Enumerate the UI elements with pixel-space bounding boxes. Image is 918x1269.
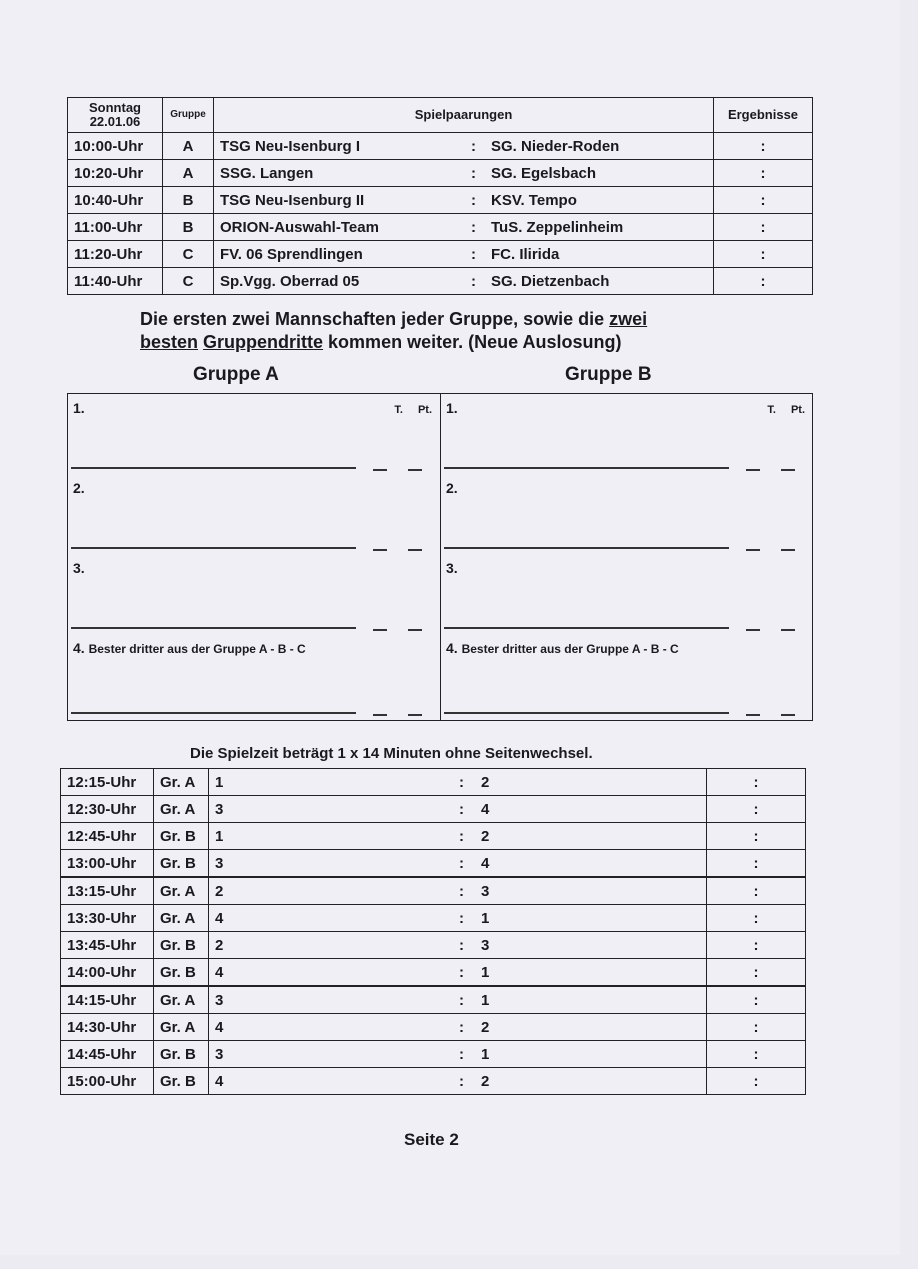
match-group: Gr. B [154, 823, 209, 850]
away-rank: 4 [481, 854, 490, 872]
rank-label: 3. [446, 560, 458, 576]
away-team: SG. Dietzenbach [491, 272, 610, 290]
away-rank: 4 [481, 800, 490, 818]
pairing-separator: : [471, 164, 476, 182]
pairing-separator: : [459, 882, 464, 900]
match-pairing [214, 268, 714, 295]
away-team: SG. Nieder-Roden [491, 137, 620, 155]
match-group: Gr. A [154, 796, 209, 823]
team-entry-line[interactable] [71, 547, 356, 549]
match-result[interactable]: : [707, 1041, 806, 1068]
team-entry-line[interactable] [71, 467, 356, 469]
home-rank: 2 [215, 936, 224, 954]
match-pairing [214, 160, 714, 187]
match-pairing [214, 214, 714, 241]
rank-label: 2. [446, 480, 458, 496]
away-rank: 3 [481, 882, 490, 900]
match-time: 12:15-Uhr [61, 769, 154, 796]
home-rank: 3 [215, 991, 224, 1009]
home-rank: 4 [215, 1018, 224, 1036]
rank-label: 1. [73, 400, 85, 416]
match-time: 14:15-Uhr [61, 986, 154, 1014]
rank-label: 3. [73, 560, 85, 576]
away-rank: 2 [481, 827, 490, 845]
table-row [61, 905, 806, 932]
table-row [61, 986, 806, 1014]
home-rank: 4 [215, 963, 224, 981]
match-pairing [214, 241, 714, 268]
home-rank: 3 [215, 854, 224, 872]
pairing-separator: : [459, 854, 464, 872]
team-entry-line[interactable] [444, 547, 729, 549]
match-pairing [214, 187, 714, 214]
match-pairing [214, 133, 714, 160]
goals-entry-line[interactable] [746, 629, 760, 631]
match-result[interactable]: : [707, 850, 806, 878]
pairing-separator: : [471, 218, 476, 236]
away-team: KSV. Tempo [491, 191, 577, 209]
match-group: B [163, 187, 214, 214]
team-entry-line[interactable] [444, 627, 729, 629]
match-pairing [209, 877, 707, 905]
match-group: Gr. A [154, 1014, 209, 1041]
group-b-standings [440, 394, 813, 720]
match-time: 11:40-Uhr [68, 268, 163, 295]
home-team: Sp.Vgg. Oberrad 05 [220, 272, 360, 290]
home-team: TSG Neu-Isenburg I [220, 137, 361, 155]
match-time: 11:00-Uhr [68, 214, 163, 241]
match-result[interactable]: : [707, 1014, 806, 1041]
match-group: C [163, 268, 214, 295]
goals-entry-line[interactable] [373, 629, 387, 631]
away-team: FC. Ilirida [491, 245, 560, 263]
away-rank: 1 [481, 963, 490, 981]
match-time: 12:30-Uhr [61, 796, 154, 823]
goals-entry-line[interactable] [373, 549, 387, 551]
match-pairing [209, 769, 707, 796]
match-result[interactable]: : [707, 932, 806, 959]
match-time: 10:40-Uhr [68, 187, 163, 214]
qualification-note: Die ersten zwei Mannschaften jeder Gruppe, sowie die zwei besten Gruppendritte kommen weiter. (Neue Auslosung) [140, 309, 648, 352]
match-group: A [163, 160, 214, 187]
match-result[interactable]: : [707, 769, 806, 796]
match-group: Gr. A [154, 769, 209, 796]
table-row [61, 1014, 806, 1041]
points-entry-line[interactable] [781, 549, 795, 551]
rank-4-label: 4. Bester dritter aus der Gruppe A - B - C [446, 640, 679, 656]
match-group: Gr. A [154, 986, 209, 1014]
table-header [68, 98, 813, 133]
home-team: TSG Neu-Isenburg II [220, 191, 365, 209]
match-group: Gr. B [154, 932, 209, 959]
goals-entry-line[interactable] [746, 714, 760, 716]
away-rank: 2 [481, 1072, 490, 1090]
home-rank: 3 [215, 1045, 224, 1063]
match-pairing [209, 932, 707, 959]
match-pairing [209, 823, 707, 850]
pairing-separator: : [471, 272, 476, 290]
match-pairing [209, 959, 707, 987]
table-row [68, 160, 813, 187]
schedule-table [67, 97, 813, 295]
pairing-separator: : [471, 191, 476, 209]
points-entry-line[interactable] [408, 469, 422, 471]
points-entry-line[interactable] [408, 629, 422, 631]
pairing-separator: : [459, 1018, 464, 1036]
away-rank: 1 [481, 909, 490, 927]
match-time: 13:15-Uhr [61, 877, 154, 905]
match-time: 13:00-Uhr [61, 850, 154, 878]
standings-box [67, 393, 813, 721]
goals-points-label: T. Pt. [767, 404, 805, 416]
team-entry-line[interactable] [71, 627, 356, 629]
match-time: 11:20-Uhr [68, 241, 163, 268]
home-rank: 3 [215, 800, 224, 818]
match-time: 12:45-Uhr [61, 823, 154, 850]
match-group: A [163, 133, 214, 160]
table-row [68, 268, 813, 295]
away-team: TuS. Zeppelinheim [491, 218, 624, 236]
points-entry-line[interactable] [408, 714, 422, 716]
match-result[interactable]: : [707, 1068, 806, 1095]
pairing-separator: : [459, 800, 464, 818]
rank-label: 1. [446, 400, 458, 416]
match-result[interactable]: : [714, 241, 813, 268]
group-b-title: Gruppe B [565, 364, 652, 385]
pairing-separator: : [459, 936, 464, 954]
goals-entry-line[interactable] [746, 469, 760, 471]
match-time: 14:00-Uhr [61, 959, 154, 987]
match-pairing [209, 1068, 707, 1095]
pairing-separator: : [459, 909, 464, 927]
match-result[interactable]: : [707, 823, 806, 850]
match-time: 14:45-Uhr [61, 1041, 154, 1068]
team-entry-line[interactable] [71, 712, 356, 714]
table-row [68, 133, 813, 160]
match-pairing [209, 1014, 707, 1041]
home-team: FV. 06 Sprendlingen [220, 245, 363, 263]
match-group: B [163, 214, 214, 241]
table-row [61, 932, 806, 959]
goals-entry-line[interactable] [373, 714, 387, 716]
table-row [61, 823, 806, 850]
group-a-standings [68, 394, 440, 720]
pairing-separator: : [459, 963, 464, 981]
match-group: Gr. B [154, 850, 209, 878]
match-group: Gr. A [154, 877, 209, 905]
match-result[interactable]: : [707, 986, 806, 1014]
match-result[interactable]: : [707, 959, 806, 987]
pairing-separator: : [459, 991, 464, 1009]
table-row [61, 1068, 806, 1095]
match-time: 13:30-Uhr [61, 905, 154, 932]
match-result[interactable]: : [714, 214, 813, 241]
points-entry-line[interactable] [781, 469, 795, 471]
home-rank: 2 [215, 882, 224, 900]
match-time: 14:30-Uhr [61, 1014, 154, 1041]
match-result[interactable]: : [707, 905, 806, 932]
match-time: 10:00-Uhr [68, 133, 163, 160]
match-time: 13:45-Uhr [61, 932, 154, 959]
match-group: Gr. B [154, 1068, 209, 1095]
home-team: SSG. Langen [220, 164, 314, 182]
pairing-separator: : [471, 245, 476, 263]
match-pairing [209, 905, 707, 932]
pairing-separator: : [471, 137, 476, 155]
match-pairing [209, 1041, 707, 1068]
table-row [68, 214, 813, 241]
playtime-note: Die Spielzeit beträgt 1 x 14 Minuten ohne Seitenwechsel. [190, 745, 593, 762]
match-group: C [163, 241, 214, 268]
team-entry-line[interactable] [444, 712, 729, 714]
match-pairing [209, 796, 707, 823]
away-rank: 2 [481, 1018, 490, 1036]
match-time: 15:00-Uhr [61, 1068, 154, 1095]
table-row [61, 959, 806, 987]
goals-points-label: T. Pt. [394, 404, 432, 416]
table-row [61, 796, 806, 823]
points-entry-line[interactable] [781, 714, 795, 716]
match-result[interactable]: : [714, 160, 813, 187]
match-result[interactable]: : [714, 268, 813, 295]
match-result[interactable]: : [714, 133, 813, 160]
points-entry-line[interactable] [781, 629, 795, 631]
table-row [61, 850, 806, 878]
match-result[interactable]: : [714, 187, 813, 214]
match-group: Gr. A [154, 905, 209, 932]
match-result[interactable]: : [707, 877, 806, 905]
table-row [68, 187, 813, 214]
table-row [61, 877, 806, 905]
page-number: Seite 2 [404, 1130, 459, 1149]
away-rank: 3 [481, 936, 490, 954]
match-result[interactable]: : [707, 796, 806, 823]
second-round-table [60, 768, 806, 1095]
results-header: Ergebnisse [714, 98, 813, 133]
group-header: Gruppe [163, 98, 214, 133]
match-group: Gr. B [154, 1041, 209, 1068]
pairing-separator: : [459, 827, 464, 845]
points-entry-line[interactable] [408, 549, 422, 551]
match-pairing [209, 986, 707, 1014]
goals-entry-line[interactable] [373, 469, 387, 471]
home-team: ORION-Auswahl-Team [220, 218, 379, 236]
away-rank: 1 [481, 1045, 490, 1063]
pairing-separator: : [459, 1045, 464, 1063]
goals-entry-line[interactable] [746, 549, 760, 551]
team-entry-line[interactable] [444, 467, 729, 469]
pairing-separator: : [459, 773, 464, 791]
table-row [61, 769, 806, 796]
pairings-header: Spielpaarungen [214, 98, 714, 133]
home-rank: 1 [215, 827, 224, 845]
table-row [61, 1041, 806, 1068]
rank-4-label: 4. Bester dritter aus der Gruppe A - B - C [73, 640, 306, 656]
home-rank: 4 [215, 909, 224, 927]
rank-label: 2. [73, 480, 85, 496]
away-team: SG. Egelsbach [491, 164, 597, 182]
match-time: 10:20-Uhr [68, 160, 163, 187]
home-rank: 4 [215, 1072, 224, 1090]
group-a-title: Gruppe A [193, 364, 279, 385]
match-pairing [209, 850, 707, 878]
match-group: Gr. B [154, 959, 209, 987]
date-header: 22.01.06 [89, 114, 141, 129]
day-header: Sonntag [89, 100, 141, 115]
away-rank: 2 [481, 773, 490, 791]
table-row [68, 241, 813, 268]
pairing-separator: : [459, 1072, 464, 1090]
away-rank: 1 [481, 991, 490, 1009]
home-rank: 1 [215, 773, 224, 791]
